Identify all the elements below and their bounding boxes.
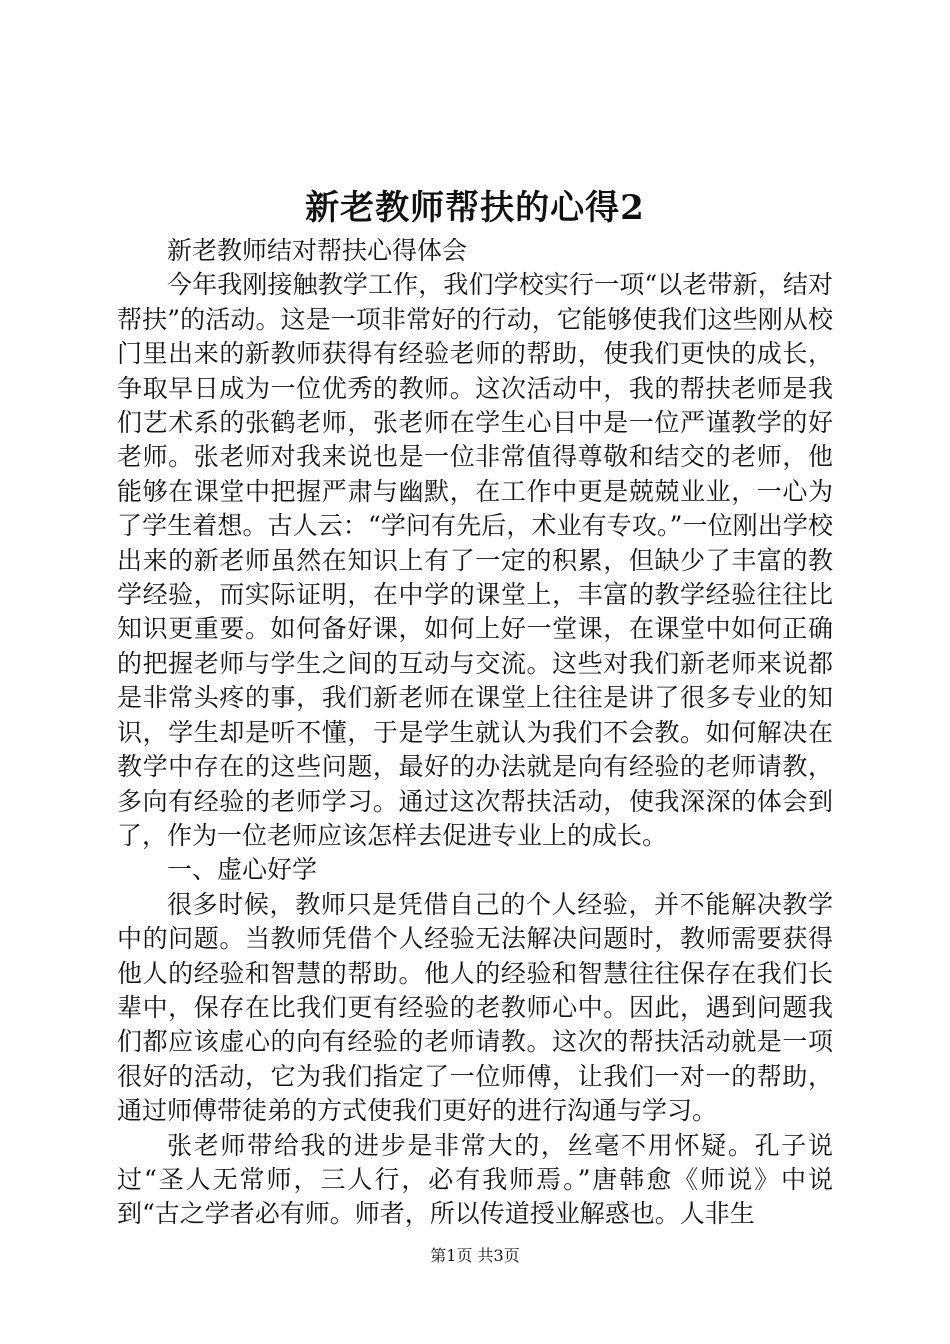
body-paragraph: 很多时候，教师只是凭借自己的个人经验，并不能解决教学中的问题。当教师凭借个人经验无法解决问题时，教师需要获得他人的经验和智慧的帮助。他人的经验和智慧往往保存在我们长辈中，保存在比我们更有经验的老教师心中。因此，遇到问题我们都应该虚心的向有经验的老师请教。这次的帮扶活动就是一项很好的活动，它为我们指定了一位师傅，让我们一对一的帮助，通过师傅带徒弟的方式使我们更好的进行沟通与学习。 (117, 889, 833, 1126)
subtitle-paragraph: 新老教师结对帮扶心得体会 (167, 236, 468, 265)
document-body (117, 234, 833, 1232)
page-number-footer: 第1页 共3页 (430, 1246, 520, 1265)
body-paragraph: 张老师带给我的进步是非常大的，丝毫不用怀疑。孔子说过“圣人无常师，三人行，必有我师焉。”唐韩愈《师说》中说到“古之学者必有师。师者，所以传道授业解惑也。人非生 (117, 1130, 833, 1229)
document-title: 新老教师帮扶的心得2 (305, 188, 645, 228)
body-paragraph: 今年我刚接触教学工作，我们学校实行一项“以老带新，结对帮扶”的活动。这是一项非常好的行动，它能够使我们这些刚从校门里出来的新教师获得有经验老师的帮助，使我们更快的成长，争取早日成为一位优秀的教师。这次活动中，我的帮扶老师是我们艺术系的张鹤老师，张老师在学生心目中是一位严谨教学的好老师。张老师对我来说也是一位非常值得尊敬和结交的老师，他能够在课堂中把握严肃与幽默，在工作中更是兢兢业业，一心为了学生着想。古人云：“学问有先后，术业有专攻。”一位刚出学校出来的新老师虽然在知识上有了一定的积累，但缺少了丰富的教学经验，而实际证明，在中学的课堂上，丰富的教学经验往往比知识更重要。如何备好课，如何上好一堂课，在课堂中如何正确的把握老师与学生之间的互动与交流。这些对我们新老师来说都是非常头疼的事，我们新老师在课堂上往往是讲了很多专业的知识，学生却是听不懂，于是学生就认为我们不会教。如何解决在教学中存在的这些问题，最好的办法就是向有经验的老师请教，多向有经验的老师学习。通过这次帮扶活动，使我深深的体会到了，作为一位老师应该怎样去促进专业上的成长。 (117, 270, 833, 850)
section-heading: 一、虚心好学 (167, 855, 318, 885)
